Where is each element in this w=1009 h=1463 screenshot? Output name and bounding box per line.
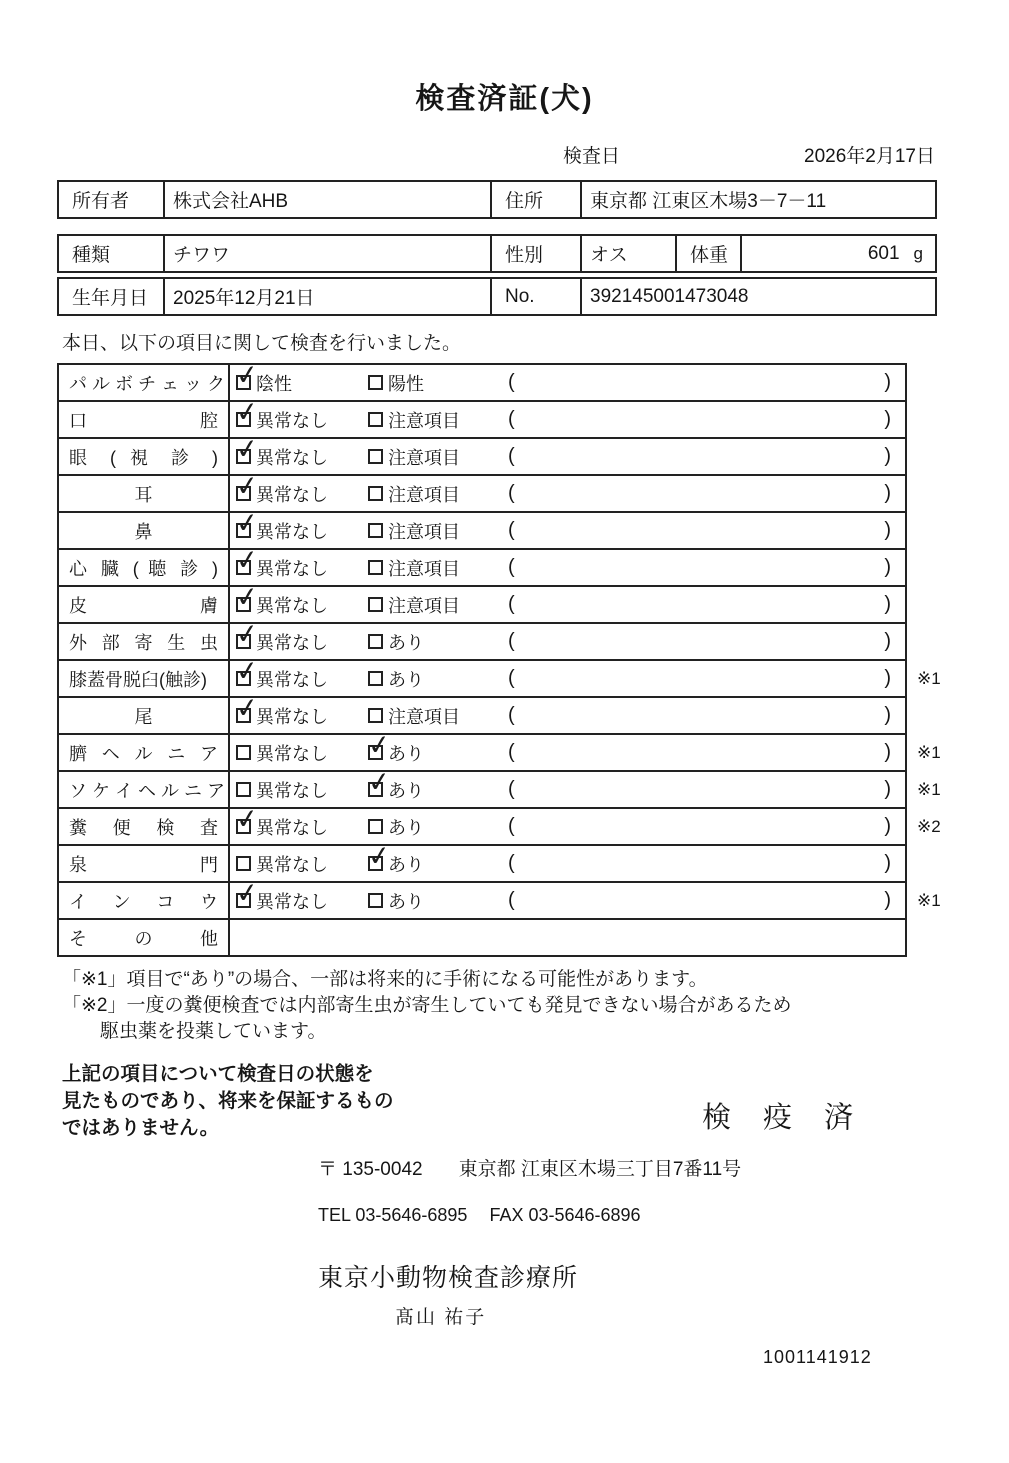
- weight-value: 601: [867, 242, 900, 264]
- result-paren-close: ): [884, 852, 891, 874]
- checkbox-icon: [368, 708, 383, 723]
- result-paren-close: ): [884, 445, 891, 467]
- postal-code: 〒 135-0042: [318, 1159, 423, 1180]
- checkbox-icon: [368, 412, 383, 427]
- option-2-label: 注意項目: [388, 484, 460, 505]
- result-paren-close: ): [884, 482, 891, 504]
- checklist-row: [58, 882, 961, 919]
- option-1-label: 異常なし: [256, 484, 328, 505]
- option-1: [234, 432, 368, 470]
- inspection-date-row: [57, 141, 935, 168]
- checkbox-icon: [234, 395, 261, 429]
- result-paren-open: (: [508, 630, 515, 652]
- item-options: [229, 580, 906, 623]
- item-options: [229, 728, 906, 771]
- check-mark-icon: ✓: [234, 691, 261, 725]
- option-2-label: あり: [388, 632, 424, 653]
- item-options: [229, 876, 906, 919]
- page-title: 検査済証(犬): [415, 83, 594, 115]
- option-2-label: あり: [388, 669, 424, 690]
- option-2: [368, 407, 508, 433]
- option-1-label: 陰性: [256, 373, 292, 394]
- clinic-address: 東京都 江東区木場三丁目7番11号: [458, 1159, 742, 1180]
- result-paren-open: (: [508, 556, 515, 578]
- option-1-label: 異常なし: [256, 780, 328, 801]
- quarantine-done-stamp: 検 疫 済: [702, 1102, 866, 1134]
- check-mark-icon: ✓: [234, 802, 261, 836]
- owner-value: 株式会社AHB: [164, 181, 491, 218]
- weight-unit: g: [913, 243, 923, 263]
- owner-table: [57, 180, 937, 219]
- id-number-value: 392145001473048: [581, 278, 936, 315]
- option-2: [368, 444, 508, 470]
- item-name: 眼 ( 視 診 ): [58, 438, 229, 475]
- option-2: [368, 370, 508, 396]
- check-mark-icon: ✓: [234, 617, 261, 651]
- item-options: [229, 543, 906, 586]
- item-name: ソ ケ イ ヘ ル ニ ア: [58, 771, 229, 808]
- option-2-label: あり: [388, 780, 424, 801]
- clinic-tel: TEL 03-5646-6895: [318, 1205, 468, 1225]
- checklist-row: [58, 808, 961, 845]
- footnote-marker: [906, 623, 961, 660]
- checkbox-icon: [368, 375, 383, 390]
- option-2-label: 陽性: [388, 373, 424, 394]
- option-2-label: あり: [388, 854, 424, 875]
- checkbox-icon: [368, 819, 383, 834]
- option-2: [368, 629, 508, 655]
- option-1: [234, 543, 368, 581]
- item-name: そ の 他: [58, 919, 229, 956]
- item-options: [229, 654, 906, 697]
- checkbox-icon: [368, 893, 383, 908]
- item-name: 鼻: [58, 512, 229, 549]
- result-paren-close: ): [884, 408, 891, 430]
- checklist-row: [58, 660, 961, 697]
- checklist-row: [58, 475, 961, 512]
- pet-info-table: [57, 234, 937, 273]
- item-name: 口 腔: [58, 401, 229, 438]
- checklist-row: [58, 845, 961, 882]
- item-options: [229, 691, 906, 734]
- item-name: イ ン コ ウ: [58, 882, 229, 919]
- checkbox-icon: [234, 691, 261, 725]
- option-2: [366, 765, 508, 803]
- result-paren-open: (: [508, 815, 515, 837]
- checkbox-icon: [234, 358, 261, 392]
- checklist-row: [58, 919, 961, 956]
- option-1-label: 異常なし: [256, 558, 328, 579]
- weight-value-cell: [741, 235, 936, 272]
- option-1: [236, 851, 368, 877]
- result-paren-close: ): [884, 630, 891, 652]
- option-1-label: 異常なし: [256, 817, 328, 838]
- option-2: [368, 888, 508, 914]
- option-1-label: 異常なし: [256, 410, 328, 431]
- sex-value: オス: [581, 235, 676, 272]
- footnote-marker: [906, 364, 961, 401]
- check-mark-icon: ✓: [366, 765, 393, 799]
- inspection-date-label: 検査日: [563, 146, 621, 167]
- item-options: [229, 802, 906, 845]
- result-paren-close: ): [884, 556, 891, 578]
- option-1-label: 異常なし: [256, 891, 328, 912]
- option-2-label: あり: [388, 817, 424, 838]
- item-options: [229, 432, 906, 475]
- footnote-marker: ※1: [917, 890, 941, 910]
- option-1: [234, 802, 368, 840]
- check-mark-icon: ✓: [234, 432, 261, 466]
- option-2: [368, 666, 508, 692]
- checklist-row: [58, 623, 961, 660]
- footnote-marker: [906, 697, 961, 734]
- clinic-fax: FAX 03-5646-6896: [489, 1205, 641, 1225]
- option-1: [234, 506, 368, 544]
- disclaimer-line-2: 見たものであり、将来を保証するもの: [62, 1090, 394, 1112]
- disclaimer-line-3: ではありません。: [62, 1117, 220, 1139]
- disclaimer-text: [62, 1061, 444, 1142]
- footnote-marker: [906, 512, 961, 549]
- option-1: [234, 876, 368, 914]
- checkbox-icon: [234, 802, 261, 836]
- footnote-marker: [906, 438, 961, 475]
- checkbox-icon: [234, 469, 261, 503]
- option-1-label: 異常なし: [256, 632, 328, 653]
- owner-label: 所有者: [58, 181, 164, 218]
- item-name: 皮 膚: [58, 586, 229, 623]
- footnote-marker: ※2: [917, 816, 941, 836]
- item-name: パ ル ボ チ ェ ッ ク: [58, 364, 229, 401]
- checkbox-icon: [368, 671, 383, 686]
- item-name: 尾: [58, 697, 229, 734]
- item-options: [229, 469, 906, 512]
- checklist-row: [58, 364, 961, 401]
- item-options: [229, 617, 906, 660]
- serial-number: 1001141912: [763, 1347, 872, 1367]
- result-paren-open: (: [508, 889, 515, 911]
- checkbox-icon: [368, 486, 383, 501]
- checkbox-icon: [236, 745, 251, 760]
- footnote-marker: [906, 549, 961, 586]
- veterinarian-name: 髙山 祐子: [395, 1307, 487, 1328]
- result-paren-open: (: [508, 519, 515, 541]
- item-options: [229, 839, 906, 882]
- checklist-row: [58, 734, 961, 771]
- item-name: 糞 便 検 査: [58, 808, 229, 845]
- option-2-label: 注意項目: [388, 521, 460, 542]
- result-paren-open: (: [508, 704, 515, 726]
- option-2: [366, 728, 508, 766]
- check-mark-icon: ✓: [366, 728, 393, 762]
- footnote-marker: [906, 845, 961, 882]
- option-2-label: あり: [388, 743, 424, 764]
- option-1-label: 異常なし: [256, 669, 328, 690]
- result-paren-open: (: [508, 445, 515, 467]
- checklist-row: [58, 512, 961, 549]
- item-options: [229, 919, 906, 956]
- item-name: 耳: [58, 475, 229, 512]
- result-paren-close: ): [884, 741, 891, 763]
- option-2-label: 注意項目: [388, 595, 460, 616]
- checkbox-icon: [234, 580, 261, 614]
- check-mark-icon: ✓: [234, 469, 261, 503]
- option-1: [234, 691, 368, 729]
- item-name: 心 臓 ( 聴 診 ): [58, 549, 229, 586]
- option-2: [368, 555, 508, 581]
- checklist-table: [57, 358, 962, 957]
- checklist-row: [58, 697, 961, 734]
- option-2: [368, 481, 508, 507]
- item-name: 外 部 寄 生 虫: [58, 623, 229, 660]
- footnote-1: 「※1」項目で“あり”の場合、一部は将来的に手術になる可能性があります。: [62, 969, 708, 990]
- checklist-row: [58, 401, 961, 438]
- birthdate-label: 生年月日: [58, 278, 164, 315]
- birth-table: [57, 277, 937, 316]
- checkbox-icon: [368, 597, 383, 612]
- checklist-row: [58, 549, 961, 586]
- checkbox-icon: [368, 523, 383, 538]
- result-paren-open: (: [508, 482, 515, 504]
- address-value: 東京都 江東区木場3－7－11: [581, 181, 936, 218]
- option-1-label: 異常なし: [256, 595, 328, 616]
- option-1-label: 異常なし: [256, 743, 328, 764]
- id-number-label: No.: [491, 278, 581, 315]
- option-1-label: 異常なし: [256, 706, 328, 727]
- option-1: [236, 740, 368, 766]
- result-paren-open: (: [508, 741, 515, 763]
- option-1: [234, 469, 368, 507]
- breed-label: 種類: [58, 235, 164, 272]
- checkbox-icon: [234, 543, 261, 577]
- option-1-label: 異常なし: [256, 521, 328, 542]
- footnote-marker: [906, 586, 961, 623]
- clinic-address-line: [318, 1154, 1009, 1181]
- item-options: [229, 358, 906, 401]
- footnote-marker: [906, 401, 961, 438]
- birthdate-value: 2025年12月21日: [164, 278, 491, 315]
- item-options: [229, 506, 906, 549]
- option-2-label: 注意項目: [388, 558, 460, 579]
- footnotes: [62, 967, 1009, 1045]
- check-mark-icon: ✓: [234, 654, 261, 688]
- checkbox-icon: [366, 728, 393, 762]
- checkbox-icon: [236, 782, 251, 797]
- option-1: [234, 617, 368, 655]
- disclaimer-line-1: 上記の項目について検査日の状態を: [62, 1063, 374, 1085]
- result-paren-open: (: [508, 778, 515, 800]
- result-paren-close: ): [884, 519, 891, 541]
- option-1-label: 異常なし: [256, 447, 328, 468]
- intro-text: 本日、以下の項目に関して検査を行いました。: [62, 333, 462, 354]
- check-mark-icon: ✓: [234, 358, 261, 392]
- result-paren-close: ): [884, 815, 891, 837]
- option-2: [368, 592, 508, 618]
- result-paren-close: ): [884, 704, 891, 726]
- result-paren-close: ): [884, 889, 891, 911]
- checklist-row: [58, 438, 961, 475]
- item-name: 膝蓋骨脱臼(触診): [58, 660, 229, 697]
- sex-label: 性別: [491, 235, 581, 272]
- checkbox-icon: [368, 560, 383, 575]
- checkbox-icon: [234, 506, 261, 540]
- checkbox-icon: [368, 634, 383, 649]
- check-mark-icon: ✓: [234, 506, 261, 540]
- checkbox-icon: [234, 432, 261, 466]
- option-1: [234, 654, 368, 692]
- check-mark-icon: ✓: [234, 395, 261, 429]
- option-2: [368, 814, 508, 840]
- checkbox-icon: [366, 839, 393, 873]
- checkbox-icon: [234, 876, 261, 910]
- footnote-marker: ※1: [917, 668, 941, 688]
- option-2-label: 注意項目: [388, 447, 460, 468]
- result-paren-open: (: [508, 667, 515, 689]
- result-paren-close: ): [884, 371, 891, 393]
- option-2-label: あり: [388, 891, 424, 912]
- breed-value: チワワ: [164, 235, 491, 272]
- result-paren-close: ): [884, 593, 891, 615]
- footnote-marker: [906, 475, 961, 512]
- option-2-label: 注意項目: [388, 706, 460, 727]
- result-paren-open: (: [508, 371, 515, 393]
- option-1: [234, 358, 368, 396]
- check-mark-icon: ✓: [234, 543, 261, 577]
- option-1: [234, 395, 368, 433]
- result-paren-open: (: [508, 852, 515, 874]
- footnote-marker: ※1: [917, 742, 941, 762]
- item-options: [229, 765, 906, 808]
- result-paren-open: (: [508, 593, 515, 615]
- option-2: [368, 518, 508, 544]
- clinic-name: 東京小動物検査診療所: [318, 1264, 579, 1292]
- check-mark-icon: ✓: [234, 876, 261, 910]
- checklist-row: [58, 586, 961, 623]
- check-mark-icon: ✓: [234, 580, 261, 614]
- option-2: [366, 839, 508, 877]
- weight-label: 体重: [676, 235, 741, 272]
- option-1: [234, 580, 368, 618]
- option-2-label: 注意項目: [388, 410, 460, 431]
- footnote-2: 「※2」一度の糞便検査では内部寄生虫が寄生していても発見できない場合があるため: [62, 995, 792, 1016]
- checkbox-icon: [234, 654, 261, 688]
- clinic-contact-line: [318, 1205, 1009, 1226]
- check-mark-icon: ✓: [366, 839, 393, 873]
- checkbox-icon: [366, 765, 393, 799]
- inspection-date-value: 2026年2月17日: [804, 146, 935, 167]
- option-2: [368, 703, 508, 729]
- option-1-label: 異常なし: [256, 854, 328, 875]
- footnote-2-continued: 駆虫薬を投薬しています。: [100, 1021, 327, 1042]
- checkbox-icon: [234, 617, 261, 651]
- address-label: 住所: [491, 181, 581, 218]
- footnote-marker: [906, 919, 961, 956]
- result-paren-open: (: [508, 408, 515, 430]
- option-1: [236, 777, 368, 803]
- checkbox-icon: [236, 856, 251, 871]
- item-options: [229, 395, 906, 438]
- footnote-marker: ※1: [917, 779, 941, 799]
- result-paren-close: ): [884, 778, 891, 800]
- item-name: 臍 ヘ ル ニ ア: [58, 734, 229, 771]
- item-name: 泉 門: [58, 845, 229, 882]
- result-paren-close: ): [884, 667, 891, 689]
- checkbox-icon: [368, 449, 383, 464]
- checklist-row: [58, 771, 961, 808]
- closing-row: [62, 1061, 1009, 1142]
